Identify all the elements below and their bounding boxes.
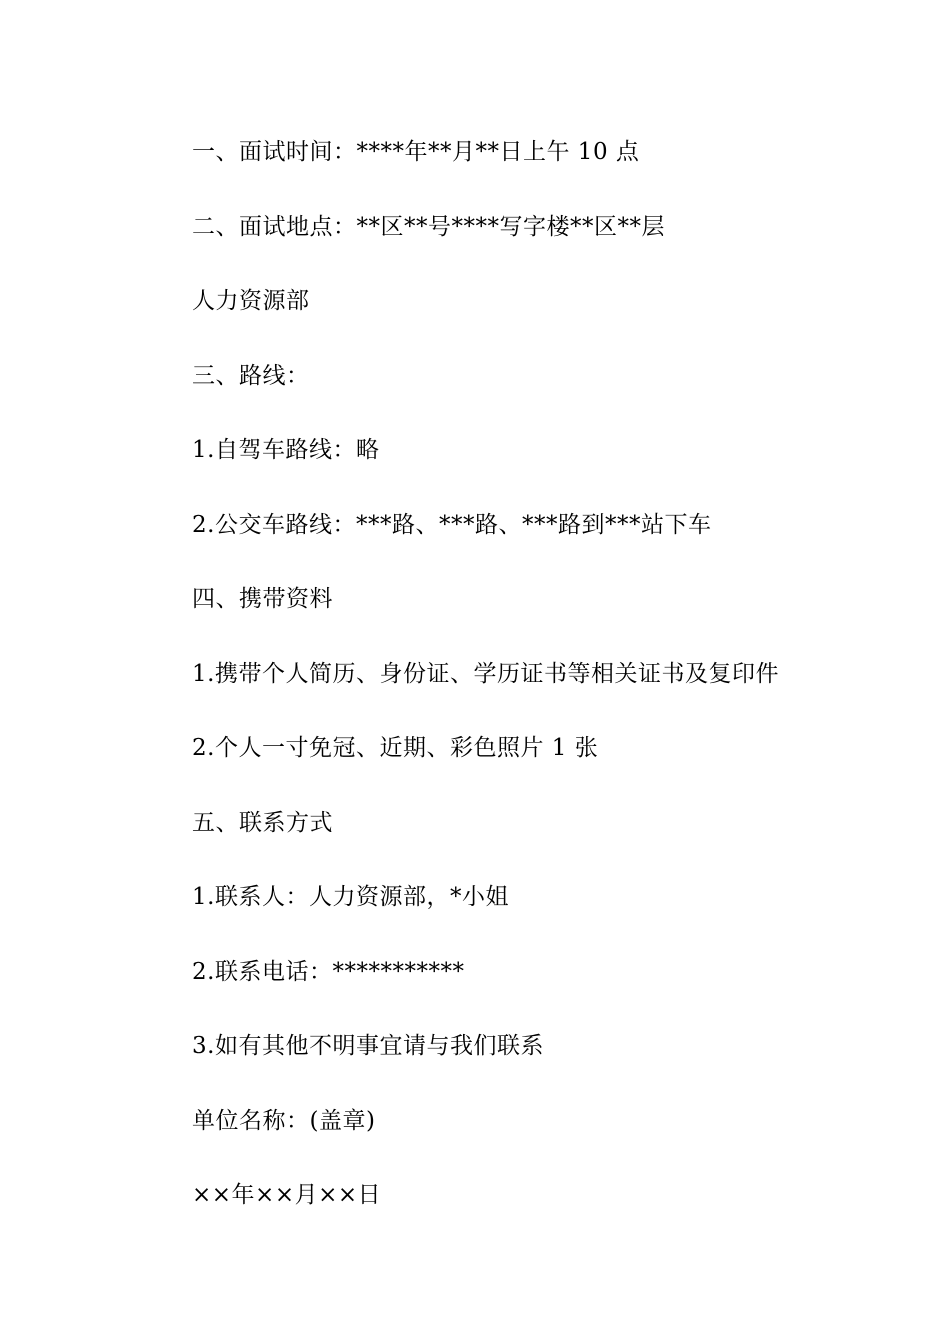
department-line: 人力资源部 <box>192 288 310 314</box>
materials-item-1: 1.携带个人简历、身份证、学历证书等相关证书及复印件 <box>192 660 779 687</box>
date-line: ××年××月××日 <box>192 1182 382 1208</box>
organization-seal-line: 单位名称：(盖章) <box>192 1107 376 1134</box>
materials-heading: 四、携带资料 <box>192 586 333 612</box>
document-body <box>192 134 892 1252</box>
contact-person-line: 1.联系人：人力资源部，*小姐 <box>192 884 509 910</box>
materials-item-2: 2.个人一寸免冠、近期、彩色照片 1 张 <box>192 735 599 761</box>
interview-time-line: 一、面试时间：****年**月**日上午 10 点 <box>192 139 640 165</box>
contact-note-line: 3.如有其他不明事宜请与我们联系 <box>192 1033 544 1059</box>
contact-heading: 五、联系方式 <box>192 809 333 836</box>
route-heading: 三、路线： <box>192 362 310 389</box>
contact-phone-line: 2.联系电话：*********** <box>192 958 465 985</box>
bus-route-line: 2.公交车路线：***路、***路、***路到***站下车 <box>192 511 712 538</box>
interview-location-line: 二、面试地点：**区**号****写字楼**区**层 <box>192 213 665 240</box>
driving-route-line: 1.自驾车路线：略 <box>192 437 380 463</box>
